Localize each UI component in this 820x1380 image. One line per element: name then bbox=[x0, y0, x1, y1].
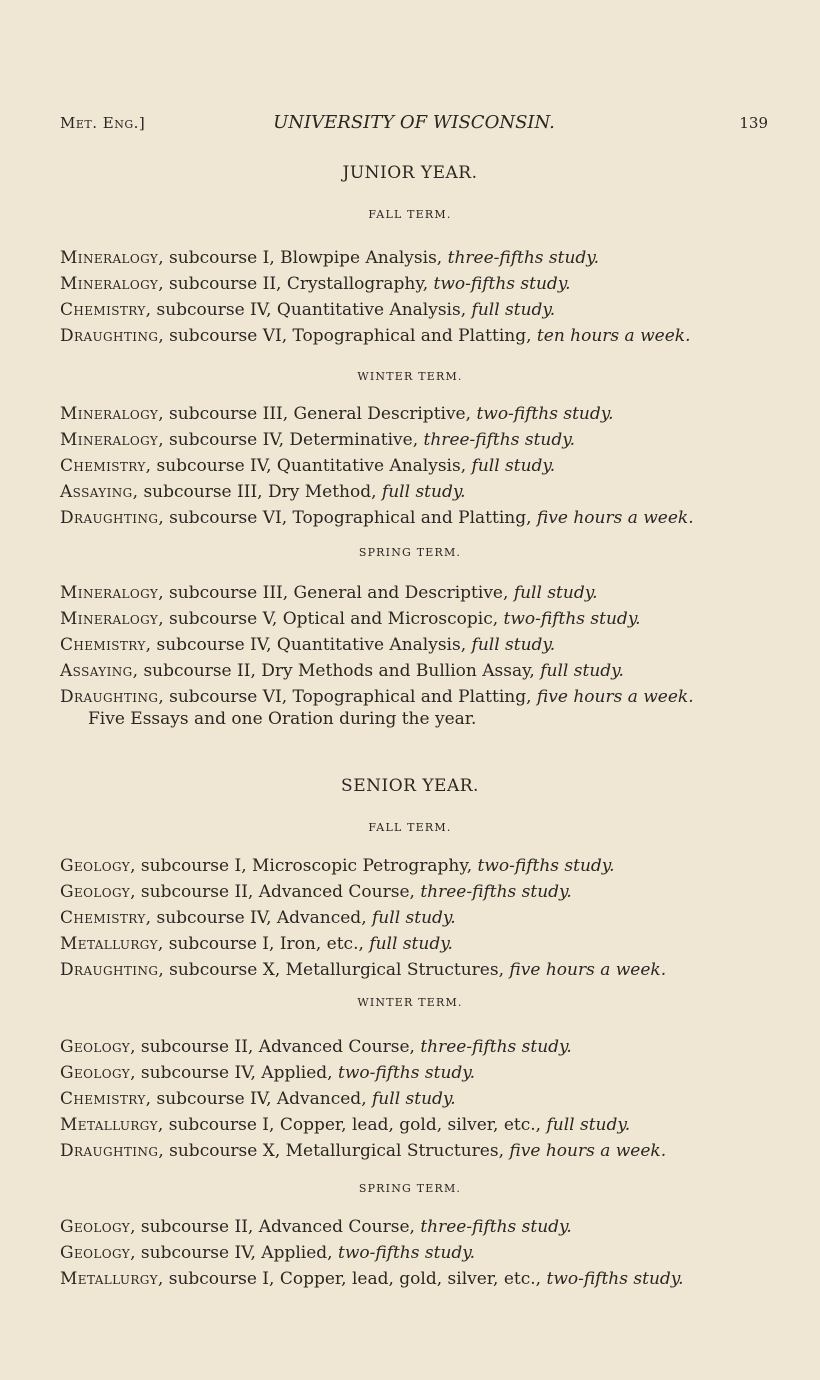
course-entry: Metallurgy, subcourse I, Copper, lead, gold, silver, etc., two-fifths study. bbox=[60, 1269, 684, 1289]
senior-winter-course-list bbox=[60, 1034, 800, 1164]
course-entry: Chemistry, subcourse IV, Quantitative Analysis, full study. bbox=[60, 456, 556, 476]
junior-winter-term-heading: WINTER TERM. bbox=[357, 370, 463, 383]
course-entry: Mineralogy, subcourse III, General and Descriptive, full study. bbox=[60, 583, 598, 603]
course-entry: Mineralogy, subcourse IV, Determinative, three-fifths study. bbox=[60, 430, 575, 450]
course-entry: Draughting, subcourse VI, Topographical and Platting, five hours a week. bbox=[60, 687, 694, 707]
senior-fall-course-list bbox=[60, 853, 800, 983]
course-entry: Chemistry, subcourse IV, Advanced, full study. bbox=[60, 1089, 456, 1109]
junior-year-heading: JUNIOR YEAR. bbox=[342, 163, 478, 183]
junior-spring-term-heading: SPRING TERM. bbox=[358, 546, 462, 559]
course-entry: Assaying, subcourse III, Dry Method, full study. bbox=[60, 482, 466, 502]
senior-spring-course-list bbox=[60, 1214, 800, 1292]
course-entry: Metallurgy, subcourse I, Copper, lead, gold, silver, etc., full study. bbox=[60, 1115, 631, 1135]
course-entry: Draughting, subcourse VI, Topographical and Platting, ten hours a week. bbox=[60, 326, 691, 346]
junior-fall-course-list bbox=[60, 245, 800, 349]
running-header bbox=[60, 114, 768, 138]
course-entry: Geology, subcourse IV, Applied, two-fifths study. bbox=[60, 1063, 476, 1083]
course-entry: Metallurgy, subcourse I, Iron, etc., full study. bbox=[60, 934, 453, 954]
university-title: UNIVERSITY OF WISCONSIN. bbox=[273, 112, 555, 133]
department-label: Met. Eng.] bbox=[60, 114, 146, 132]
senior-winter-term-heading: WINTER TERM. bbox=[357, 996, 463, 1009]
course-entry: Geology, subcourse II, Advanced Course, three-fifths study. bbox=[60, 882, 572, 902]
course-entry: Chemistry, subcourse IV, Quantitative Analysis, full study. bbox=[60, 635, 556, 655]
junior-winter-course-list bbox=[60, 401, 800, 531]
page-number: 139 bbox=[739, 114, 768, 132]
course-entry: Geology, subcourse II, Advanced Course, three-fifths study. bbox=[60, 1037, 572, 1057]
course-entry: Assaying, subcourse II, Dry Methods and Bullion Assay, full study. bbox=[60, 661, 624, 681]
senior-year-heading: SENIOR YEAR. bbox=[341, 776, 479, 796]
course-entry: Geology, subcourse IV, Applied, two-fifths study. bbox=[60, 1243, 476, 1263]
course-entry: Geology, subcourse I, Microscopic Petrography, two-fifths study. bbox=[60, 856, 615, 876]
course-entry: Draughting, subcourse VI, Topographical and Platting, five hours a week. bbox=[60, 508, 694, 528]
course-entry: Geology, subcourse II, Advanced Course, three-fifths study. bbox=[60, 1217, 572, 1237]
course-entry: Draughting, subcourse X, Metallurgical Structures, five hours a week. bbox=[60, 1141, 667, 1161]
essays-note: Five Essays and one Oration during the year. bbox=[88, 709, 477, 729]
senior-spring-term-heading: SPRING TERM. bbox=[358, 1182, 462, 1195]
course-entry: Mineralogy, subcourse V, Optical and Microscopic, two-fifths study. bbox=[60, 609, 641, 629]
course-entry: Chemistry, subcourse IV, Advanced, full study. bbox=[60, 908, 456, 928]
course-entry: Chemistry, subcourse IV, Quantitative Analysis, full study. bbox=[60, 300, 556, 320]
senior-fall-term-heading: FALL TERM. bbox=[368, 821, 452, 834]
junior-spring-course-list bbox=[60, 580, 800, 710]
course-entry: Mineralogy, subcourse II, Crystallography, two-fifths study. bbox=[60, 274, 571, 294]
course-entry: Mineralogy, subcourse I, Blowpipe Analysis, three-fifths study. bbox=[60, 248, 600, 268]
course-entry: Mineralogy, subcourse III, General Descriptive, two-fifths study. bbox=[60, 404, 614, 424]
course-entry: Draughting, subcourse X, Metallurgical Structures, five hours a week. bbox=[60, 960, 667, 980]
junior-fall-term-heading: FALL TERM. bbox=[368, 208, 452, 221]
